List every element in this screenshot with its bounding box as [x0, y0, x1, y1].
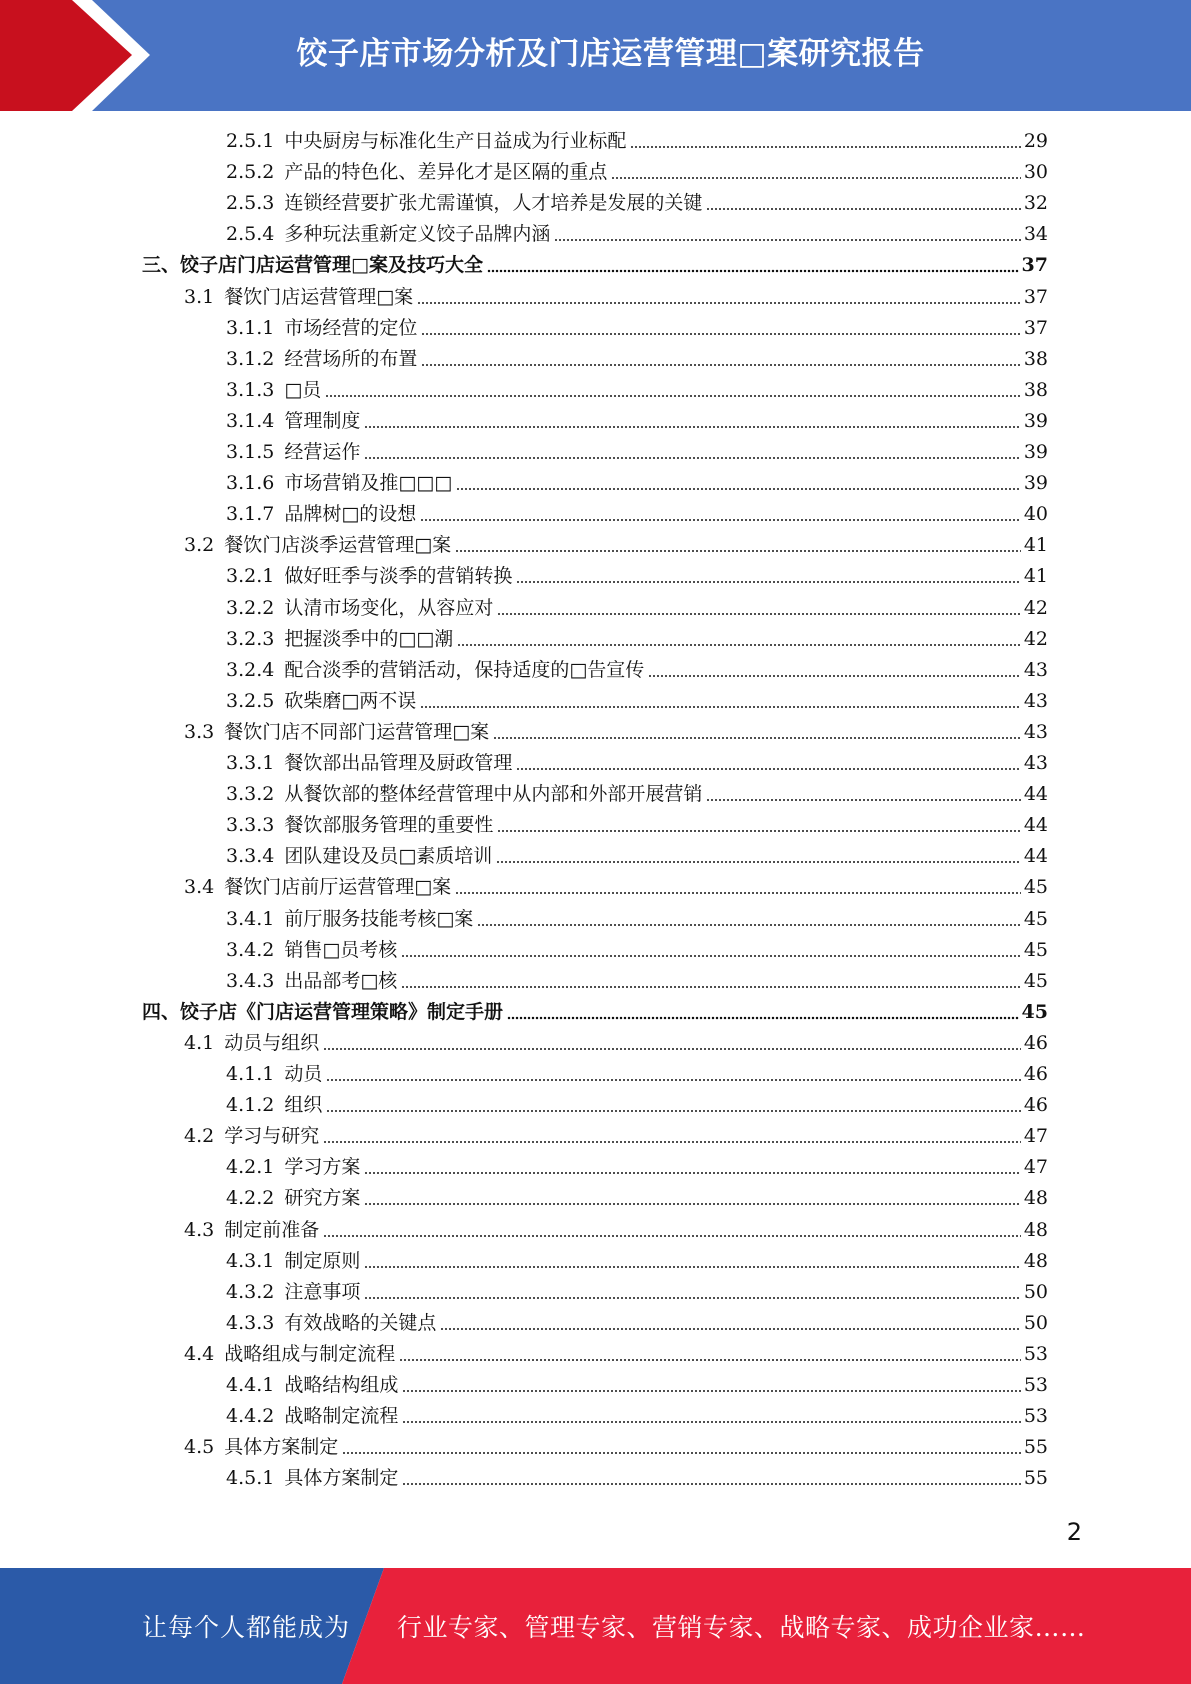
toc-dot-leader — [326, 1059, 1020, 1090]
toc-entry-title: 餐饮部服务管理的重要性 — [284, 814, 494, 837]
toc-entry[interactable] — [184, 1339, 1048, 1370]
toc-entry-page: 45 — [1021, 1000, 1048, 1023]
toc-entry-title: 多种玩法重新定义饺子品牌内涵 — [284, 223, 551, 246]
toc-entry-title: 做好旺季与淡季的营销转换 — [284, 565, 513, 588]
toc-dot-leader — [706, 779, 1020, 810]
toc-dot-leader — [364, 1246, 1020, 1277]
toc-entry-number: 3.1.4 — [226, 409, 275, 432]
page-number: 2 — [1066, 1518, 1082, 1546]
toc-entry-number: 4.3 — [184, 1218, 215, 1241]
toc-dot-leader — [497, 810, 1020, 841]
toc-entry[interactable] — [184, 717, 1048, 748]
toc-dot-leader — [420, 686, 1021, 717]
toc-entry-title: 经营运作 — [284, 441, 361, 463]
toc-entry-title: 三、饺子店门店运营管理□案及技巧大全 — [142, 254, 483, 277]
toc-dot-leader — [323, 1215, 1021, 1246]
toc-entry-number: 4.1.1 — [226, 1063, 275, 1085]
toc-dot-leader — [399, 1339, 1021, 1370]
toc-entry[interactable] — [226, 375, 1048, 406]
toc-entry[interactable] — [226, 593, 1048, 624]
toc-entry-title: 中央厨房与标准化生产日益成为行业标配 — [284, 130, 627, 152]
toc-dot-leader — [401, 935, 1021, 966]
toc-entry-number: 4.4.2 — [226, 1405, 275, 1428]
toc-entry-title: 餐饮门店淡季运营管理□案 — [224, 534, 452, 557]
toc-entry-number: 3.2.3 — [226, 627, 275, 650]
toc-entry-page: 53 — [1023, 1374, 1048, 1396]
toc-entry-number: 4.2.1 — [226, 1156, 275, 1179]
toc-dot-leader — [706, 188, 1020, 219]
toc-entry-title: 学习与研究 — [224, 1125, 320, 1148]
toc-entry-page: 32 — [1023, 192, 1048, 215]
toc-dot-leader — [420, 499, 1021, 530]
toc-entry-number: 3.4.3 — [226, 969, 275, 992]
toc-entry-title: 餐饮门店不同部门运营管理□案 — [224, 720, 490, 743]
toc-entry-page: 43 — [1023, 720, 1048, 743]
toc-entry-title: 从餐饮部的整体经营管理中从内部和外部开展营销 — [284, 783, 703, 806]
toc-entry-number: 4.4.1 — [226, 1374, 275, 1396]
toc-entry-number: 3.2.4 — [226, 658, 275, 681]
toc-entry-number: 3.3.1 — [226, 752, 275, 774]
toc-entry-page: 55 — [1023, 1467, 1048, 1490]
toc-dot-leader — [402, 1401, 1020, 1432]
toc-entry-title: 市场经营的定位 — [284, 316, 418, 339]
toc-entry[interactable] — [142, 250, 1048, 281]
toc-dot-leader — [456, 468, 1021, 499]
toc-entry-title: 有效战略的关键点 — [284, 1311, 437, 1334]
toc-dot-leader — [440, 1308, 1020, 1339]
toc-dot-leader — [364, 1152, 1020, 1183]
toc-entry-page: 47 — [1023, 1125, 1048, 1148]
toc-entry[interactable] — [226, 1277, 1048, 1308]
toc-dot-leader — [421, 344, 1020, 375]
toc-entry[interactable] — [226, 1401, 1048, 1432]
toc-dot-leader — [554, 219, 1020, 250]
toc-entry-page: 38 — [1023, 347, 1048, 370]
toc-dot-leader — [342, 1432, 1021, 1463]
toc-entry-number: 3.2.2 — [226, 596, 275, 619]
toc-entry-page: 39 — [1023, 472, 1048, 495]
toc-entry-title: 动员与组织 — [224, 1031, 320, 1054]
toc-dot-leader — [630, 126, 1020, 157]
toc-dot-leader — [496, 841, 1021, 872]
toc-entry[interactable] — [184, 1028, 1048, 1059]
toc-entry-title: 餐饮门店运营管理□案 — [224, 285, 414, 308]
toc-dot-leader — [493, 717, 1021, 748]
toc-dot-leader — [487, 250, 1019, 281]
toc-entry-title: 前厅服务技能考核□案 — [284, 907, 474, 930]
toc-entry-page: 46 — [1023, 1063, 1048, 1085]
toc-entry-page: 44 — [1023, 783, 1048, 806]
toc-entry-title: 品牌树□的设想 — [284, 503, 417, 526]
toc-entry[interactable] — [226, 188, 1048, 219]
toc-entry-page: 55 — [1023, 1436, 1048, 1459]
toc-dot-leader — [477, 904, 1021, 935]
toc-entry-title: 注意事项 — [284, 1280, 361, 1303]
toc-entry-title: 团队建设及员□素质培训 — [284, 845, 493, 868]
toc-entry-title: 研究方案 — [284, 1187, 361, 1210]
page-footer — [0, 1568, 1191, 1684]
toc-entry[interactable] — [226, 1090, 1048, 1121]
toc-entry-number: 3.1.7 — [226, 503, 275, 526]
toc-entry-number: 3.4.2 — [226, 938, 275, 961]
toc-dot-leader — [457, 624, 1021, 655]
toc-entry[interactable] — [226, 810, 1048, 841]
toc-entry[interactable] — [226, 841, 1048, 872]
toc-entry-page: 41 — [1023, 565, 1048, 588]
toc-entry[interactable] — [226, 1370, 1048, 1401]
toc-entry-title: 组织 — [284, 1094, 323, 1117]
toc-entry-number: 3.1.2 — [226, 347, 275, 370]
toc-dot-leader — [364, 406, 1020, 437]
toc-entry[interactable] — [142, 997, 1048, 1028]
toc-entry-page: 46 — [1023, 1094, 1048, 1117]
toc-entry-number: 4.3.1 — [226, 1249, 275, 1272]
toc-dot-leader — [364, 1183, 1020, 1214]
toc-entry-number: 3.3 — [184, 720, 215, 743]
toc-entry-page: 29 — [1023, 130, 1048, 152]
toc-entry-number: 2.5.2 — [226, 161, 275, 184]
toc-entry[interactable] — [226, 313, 1048, 344]
toc-entry-number: 3.2.1 — [226, 565, 275, 588]
toc-entry-number: 3.2.5 — [226, 689, 275, 712]
toc-entry-number: 4.3.2 — [226, 1280, 275, 1303]
toc-entry-title: 具体方案制定 — [284, 1467, 399, 1490]
toc-dot-leader — [516, 748, 1020, 779]
page-header — [0, 0, 1191, 111]
toc-entry-page: 44 — [1023, 845, 1048, 868]
toc-entry-page: 42 — [1023, 627, 1048, 650]
toc-entry-title: 制定原则 — [284, 1249, 361, 1272]
toc-dot-leader — [323, 1028, 1021, 1059]
toc-entry[interactable] — [226, 1463, 1048, 1494]
toc-entry-page: 47 — [1023, 1156, 1048, 1179]
toc-entry-page: 39 — [1023, 441, 1048, 463]
toc-entry-title: 销售□员考核 — [284, 938, 398, 961]
toc-dot-leader — [648, 655, 1021, 686]
toc-entry[interactable] — [226, 624, 1048, 655]
toc-entry[interactable] — [184, 872, 1048, 903]
toc-entry-number: 4.3.3 — [226, 1311, 275, 1334]
toc-entry-page: 43 — [1023, 689, 1048, 712]
toc-dot-leader — [421, 313, 1020, 344]
toc-dot-leader — [401, 966, 1021, 997]
toc-entry-page: 42 — [1023, 596, 1048, 619]
toc-entry-number: 3.1.6 — [226, 472, 275, 495]
toc-entry-page: 34 — [1023, 223, 1048, 246]
toc-entry-title: 配合淡季的营销活动，保持适度的□告宣传 — [284, 658, 645, 681]
toc-entry[interactable] — [226, 468, 1048, 499]
toc-dot-leader — [402, 1463, 1020, 1494]
toc-entry[interactable] — [226, 157, 1048, 188]
toc-entry-page: 50 — [1023, 1311, 1048, 1334]
toc-entry-page: 46 — [1023, 1031, 1048, 1054]
toc-entry-title: 具体方案制定 — [224, 1436, 339, 1459]
toc-dot-leader — [455, 530, 1021, 561]
toc-entry-number: 3.4 — [184, 876, 215, 899]
toc-dot-leader — [497, 593, 1020, 624]
toc-entry-title: 餐饮门店前厅运营管理□案 — [224, 876, 452, 899]
toc-entry-page: 41 — [1023, 534, 1048, 557]
toc-entry[interactable] — [226, 561, 1048, 592]
toc-entry-title: 出品部考□核 — [284, 969, 398, 992]
toc-entry-title: 学习方案 — [284, 1156, 361, 1179]
page-title: 饺子店市场分析及门店运营管理□案研究报告 — [296, 35, 925, 72]
toc-entry-title: 认清市场变化，从容应对 — [284, 596, 494, 619]
toc-dot-leader — [516, 561, 1020, 592]
toc-entry[interactable] — [226, 686, 1048, 717]
toc-dot-leader — [417, 282, 1021, 313]
toc-entry-title: 制定前准备 — [224, 1218, 320, 1241]
toc-dot-leader — [364, 437, 1020, 468]
toc-entry-title: 战略制定流程 — [284, 1405, 399, 1428]
toc-entry-page: 53 — [1023, 1342, 1048, 1365]
toc-entry-page: 44 — [1023, 814, 1048, 837]
toc-entry-number: 4.5.1 — [226, 1467, 275, 1490]
toc-entry[interactable] — [226, 126, 1048, 157]
toc-entry[interactable] — [226, 1059, 1048, 1090]
toc-entry-number: 4.1 — [184, 1031, 215, 1054]
toc-entry-page: 45 — [1023, 907, 1048, 930]
toc-dot-leader — [326, 1090, 1020, 1121]
toc-dot-leader — [507, 997, 1019, 1028]
toc-entry-page: 38 — [1023, 378, 1048, 401]
toc-entry-title: 餐饮部出品管理及厨政管理 — [284, 752, 513, 774]
toc-entry-title: 市场营销及推□□□ — [284, 472, 453, 495]
footer-slogan-right: 行业专家、管理专家、营销专家、战略专家、成功企业家…… — [397, 1613, 1086, 1642]
toc-entry[interactable] — [226, 779, 1048, 810]
toc-entry[interactable] — [226, 1308, 1048, 1339]
toc-entry-number: 3.4.1 — [226, 907, 275, 930]
toc-entry[interactable] — [184, 1215, 1048, 1246]
toc-entry-page: 48 — [1023, 1218, 1048, 1241]
footer-slogan-left: 让每个人都能成为 — [142, 1613, 351, 1642]
toc-dot-leader — [611, 157, 1020, 188]
toc-dot-leader — [402, 1370, 1020, 1401]
toc-entry-page: 37 — [1021, 254, 1048, 277]
toc-entry-number: 4.1.2 — [226, 1094, 275, 1117]
toc-entry-page: 43 — [1023, 658, 1048, 681]
toc-entry-title: □员 — [284, 378, 322, 401]
toc-entry[interactable] — [226, 1152, 1048, 1183]
toc-entry-title: 经营场所的布置 — [284, 347, 418, 370]
toc-entry[interactable] — [226, 1183, 1048, 1214]
toc-entry-number: 2.5.1 — [226, 130, 275, 152]
toc-entry-page: 53 — [1023, 1405, 1048, 1428]
toc-entry[interactable] — [226, 406, 1048, 437]
toc-entry-title: 管理制度 — [284, 409, 361, 432]
toc-entry-page: 45 — [1023, 969, 1048, 992]
toc-entry-title: 把握淡季中的□□潮 — [284, 627, 454, 650]
toc-entry[interactable] — [226, 748, 1048, 779]
toc-entry-page: 45 — [1023, 876, 1048, 899]
toc-entry[interactable] — [226, 904, 1048, 935]
toc-entry[interactable] — [226, 499, 1048, 530]
toc-entry-page: 37 — [1023, 285, 1048, 308]
toc-entry[interactable] — [184, 1121, 1048, 1152]
toc-entry-title: 砍柴磨□两不误 — [284, 689, 417, 712]
toc-dot-leader — [325, 375, 1021, 406]
toc-entry-number: 4.5 — [184, 1436, 215, 1459]
toc-entry-title: 战略组成与制定流程 — [224, 1342, 396, 1365]
toc-entry-number: 4.2.2 — [226, 1187, 275, 1210]
toc-entry-number: 4.2 — [184, 1125, 215, 1148]
toc-entry-page: 37 — [1023, 316, 1048, 339]
toc-entry-number: 3.3.3 — [226, 814, 275, 837]
toc-entry-page: 40 — [1023, 503, 1048, 526]
toc-entry-title: 战略结构组成 — [284, 1374, 399, 1396]
toc-entry[interactable] — [226, 655, 1048, 686]
toc-entry-title: 产品的特色化、差异化才是区隔的重点 — [284, 161, 608, 184]
toc-entry-page: 48 — [1023, 1249, 1048, 1272]
toc-entry[interactable] — [184, 530, 1048, 561]
toc-entry-number: 2.5.4 — [226, 223, 275, 246]
toc-entry-number: 4.4 — [184, 1342, 215, 1365]
toc-entry-number: 2.5.3 — [226, 192, 275, 215]
toc-dot-leader — [455, 872, 1021, 903]
toc-entry-page: 48 — [1023, 1187, 1048, 1210]
toc-entry[interactable] — [226, 966, 1048, 997]
toc-entry-title: 连锁经营要扩张尤需谨慎，人才培养是发展的关键 — [284, 192, 703, 215]
toc-entry-page: 43 — [1023, 752, 1048, 774]
toc-entry[interactable] — [226, 219, 1048, 250]
toc-entry-title: 四、饺子店《门店运营管理策略》制定手册 — [142, 1000, 504, 1023]
toc-entry[interactable] — [226, 1246, 1048, 1277]
toc-entry-number: 3.3.2 — [226, 783, 275, 806]
toc-entry-page: 30 — [1023, 161, 1048, 184]
toc-entry-number: 3.3.4 — [226, 845, 275, 868]
toc-entry-number: 3.1.3 — [226, 378, 275, 401]
toc-entry[interactable] — [184, 282, 1048, 313]
toc-entry-number: 3.2 — [184, 534, 215, 557]
toc-entry-page: 39 — [1023, 409, 1048, 432]
toc-entry[interactable] — [184, 1432, 1048, 1463]
toc-entry-number: 3.1.5 — [226, 441, 275, 463]
toc-entry-title: 动员 — [284, 1063, 323, 1085]
toc-dot-leader — [323, 1121, 1021, 1152]
toc-entry-number: 3.1.1 — [226, 316, 275, 339]
toc-entry[interactable] — [226, 935, 1048, 966]
toc-entry-page: 50 — [1023, 1280, 1048, 1303]
toc-entry-number: 3.1 — [184, 285, 215, 308]
toc-entry-page: 45 — [1023, 938, 1048, 961]
toc-dot-leader — [364, 1277, 1020, 1308]
toc-entry[interactable] — [226, 437, 1048, 468]
toc-entry[interactable] — [226, 344, 1048, 375]
